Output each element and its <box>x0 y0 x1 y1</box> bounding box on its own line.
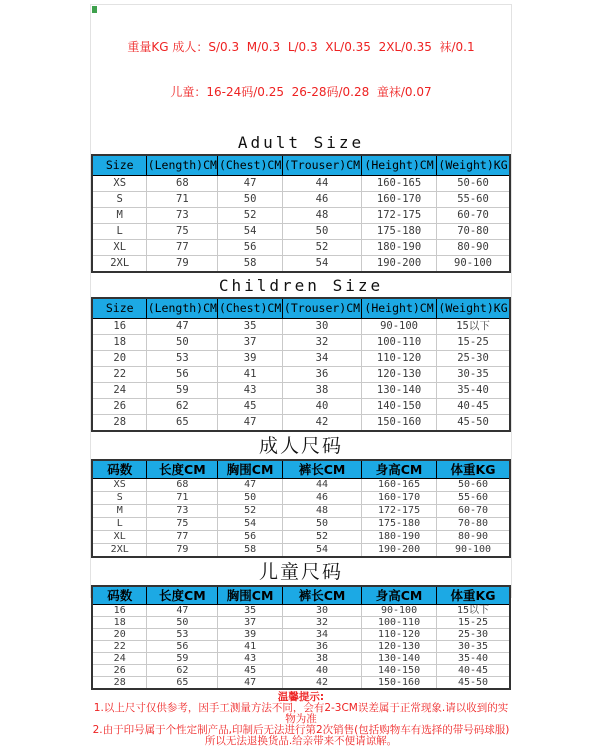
table-cell: 59 <box>147 653 218 665</box>
table-cell: 56 <box>218 531 283 544</box>
table-cell: 120-130 <box>362 367 437 383</box>
table-cell: 62 <box>147 399 218 415</box>
table-cell: 52 <box>282 240 361 256</box>
table-cell: 56 <box>218 240 283 256</box>
table-cell: 80-90 <box>437 531 510 544</box>
table-cell: 47 <box>218 479 283 492</box>
table-cell: 30-35 <box>437 367 510 383</box>
table-cell: 75 <box>147 224 218 240</box>
column-header: 胸围CM <box>218 460 283 479</box>
footer-line1: 1.以上尺寸仅供参考，因手工测量方法不同，会有2-3CM误差属于正常现象.请以收到的实物为准 <box>93 702 509 725</box>
table-cell: 53 <box>147 351 218 367</box>
table-cell: 54 <box>282 544 361 558</box>
table-cell: 54 <box>218 224 283 240</box>
table-cell: 45 <box>218 665 283 677</box>
table-cell: 32 <box>282 617 361 629</box>
table-row <box>92 605 510 617</box>
table-cell: 15-25 <box>437 335 510 351</box>
table-cell: L <box>92 518 147 531</box>
table-cell: 39 <box>218 629 283 641</box>
table-row <box>92 192 510 208</box>
table-cell: 43 <box>218 653 283 665</box>
table-cell: 41 <box>218 367 283 383</box>
table-cell: 77 <box>147 531 218 544</box>
table-cell: 20 <box>92 351 147 367</box>
table-cell: 52 <box>218 505 283 518</box>
table-cell: 190-200 <box>362 544 437 558</box>
table-cell: 190-200 <box>362 256 437 273</box>
table-cell: 68 <box>147 479 218 492</box>
table-cell: 73 <box>147 208 218 224</box>
table-cell: 65 <box>147 415 218 432</box>
adult-size-section-en <box>91 134 511 273</box>
table-cell: 43 <box>218 383 283 399</box>
table-cell: XS <box>92 176 147 192</box>
table-cell: 80-90 <box>437 240 510 256</box>
table-cell: 71 <box>147 192 218 208</box>
table-row <box>92 665 510 677</box>
table-cell: 39 <box>218 351 283 367</box>
table-cell: 70-80 <box>437 518 510 531</box>
table-cell: 130-140 <box>362 383 437 399</box>
table-cell: 60-70 <box>437 505 510 518</box>
table-cell: 40-45 <box>437 399 510 415</box>
table-row <box>92 399 510 415</box>
column-header: Size <box>92 298 147 319</box>
table-cell: 47 <box>147 605 218 617</box>
table-cell: 46 <box>282 192 361 208</box>
table-cell: 60-70 <box>437 208 510 224</box>
table-cell: 50-60 <box>437 176 510 192</box>
table-cell: 50 <box>147 617 218 629</box>
table-cell: 58 <box>218 544 283 558</box>
table-cell: 37 <box>218 617 283 629</box>
table-cell: 30 <box>282 319 361 335</box>
table-row <box>92 256 510 273</box>
green-corner-mark <box>92 6 97 13</box>
adult-size-section-cn <box>91 436 511 558</box>
header-row <box>92 155 510 176</box>
table-cell: 172-175 <box>362 208 437 224</box>
table-cell: 68 <box>147 176 218 192</box>
table-cell: 24 <box>92 383 147 399</box>
table-cell: 26 <box>92 665 147 677</box>
table-row <box>92 544 510 558</box>
table-cell: 160-165 <box>362 479 437 492</box>
table-cell: 50-60 <box>437 479 510 492</box>
table-cell: 100-110 <box>362 617 437 629</box>
children-size-table-en <box>91 297 511 432</box>
table-cell: 30 <box>282 605 361 617</box>
column-header: (Trouser)CM <box>282 298 361 319</box>
table-cell: 35 <box>218 605 283 617</box>
table-cell: 50 <box>218 192 283 208</box>
table-cell: 22 <box>92 367 147 383</box>
table-cell: S <box>92 492 147 505</box>
table-cell: M <box>92 505 147 518</box>
table-cell: 120-130 <box>362 641 437 653</box>
table-cell: M <box>92 208 147 224</box>
table-cell: XS <box>92 479 147 492</box>
table-cell: 180-190 <box>362 240 437 256</box>
table-cell: 90-100 <box>362 605 437 617</box>
table-row <box>92 492 510 505</box>
table-row <box>92 319 510 335</box>
table-cell: 56 <box>147 641 218 653</box>
table-cell: 70-80 <box>437 224 510 240</box>
table-cell: 150-160 <box>362 415 437 432</box>
table-cell: 79 <box>147 544 218 558</box>
table-cell: 140-150 <box>362 665 437 677</box>
table-cell: 22 <box>92 641 147 653</box>
table-row <box>92 176 510 192</box>
table-cell: 55-60 <box>437 192 510 208</box>
table-row <box>92 641 510 653</box>
table-cell: 110-120 <box>362 351 437 367</box>
adult-size-title-cn: 成人尺码 <box>258 435 343 457</box>
table-cell: 18 <box>92 335 147 351</box>
adult-size-title-en: Adult Size <box>237 133 365 152</box>
table-cell: 100-110 <box>362 335 437 351</box>
column-header: 长度CM <box>147 586 218 605</box>
table-cell: 36 <box>282 367 361 383</box>
table-row <box>92 505 510 518</box>
table-cell: 73 <box>147 505 218 518</box>
table-cell: 140-150 <box>362 399 437 415</box>
table-cell: 90-100 <box>437 256 510 273</box>
table-cell: 175-180 <box>362 518 437 531</box>
table-cell: 180-190 <box>362 531 437 544</box>
table-cell: 110-120 <box>362 629 437 641</box>
table-cell: 59 <box>147 383 218 399</box>
table-cell: 25-30 <box>437 629 510 641</box>
table-cell: 18 <box>92 617 147 629</box>
table-cell: 36 <box>282 641 361 653</box>
weight-note-line1: 重量KG 成人：S/0.3 M/0.3 L/0.3 XL/0.35 2XL/0.35 袜/0.1 <box>127 40 475 54</box>
table-cell: 38 <box>282 383 361 399</box>
table-cell: 28 <box>92 677 147 690</box>
table-cell: 50 <box>282 518 361 531</box>
table-cell: 45-50 <box>437 415 510 432</box>
column-header: (Trouser)CM <box>282 155 361 176</box>
table-cell: 47 <box>218 415 283 432</box>
table-cell: 48 <box>282 208 361 224</box>
table-row <box>92 531 510 544</box>
table-cell: 24 <box>92 653 147 665</box>
column-header: 裤长CM <box>282 460 361 479</box>
header-row <box>92 586 510 605</box>
column-header: 体重KG <box>437 586 510 605</box>
table-cell: XL <box>92 240 147 256</box>
weight-note <box>91 5 511 130</box>
table-cell: 16 <box>92 319 147 335</box>
table-cell: 40 <box>282 665 361 677</box>
table-cell: 47 <box>218 677 283 690</box>
table-row <box>92 629 510 641</box>
table-cell: 20 <box>92 629 147 641</box>
table-row <box>92 415 510 432</box>
table-cell: 34 <box>282 351 361 367</box>
table-cell: 34 <box>282 629 361 641</box>
column-header: (Length)CM <box>147 298 218 319</box>
table-cell: 32 <box>282 335 361 351</box>
table-cell: 160-170 <box>362 492 437 505</box>
table-cell: 25-30 <box>437 351 510 367</box>
column-header: (Weight)KG <box>437 298 510 319</box>
table-cell: 47 <box>218 176 283 192</box>
table-row <box>92 208 510 224</box>
table-cell: S <box>92 192 147 208</box>
table-cell: 38 <box>282 653 361 665</box>
table-cell: 52 <box>218 208 283 224</box>
table-cell: 45 <box>218 399 283 415</box>
footer-line2: 2.由于印号属于个性定制产品,印制后无法进行第2次销售(包括购物车有选择的带号码球服) 所以无法退换货品.给亲带来不便请谅解。 <box>92 724 510 747</box>
header-row <box>92 298 510 319</box>
table-row <box>92 383 510 399</box>
table-cell: 15以下 <box>437 605 510 617</box>
table-row <box>92 335 510 351</box>
column-header: (Length)CM <box>147 155 218 176</box>
table-row <box>92 240 510 256</box>
table-cell: 44 <box>282 479 361 492</box>
table-row <box>92 351 510 367</box>
table-cell: 50 <box>218 492 283 505</box>
column-header: Size <box>92 155 147 176</box>
table-cell: 40-45 <box>437 665 510 677</box>
column-header: 身高CM <box>362 460 437 479</box>
table-cell: 2XL <box>92 544 147 558</box>
table-cell: 26 <box>92 399 147 415</box>
table-cell: 50 <box>282 224 361 240</box>
table-cell: 56 <box>147 367 218 383</box>
table-cell: 28 <box>92 415 147 432</box>
table-cell: 172-175 <box>362 505 437 518</box>
weight-note-line2: 儿童：16-24码/0.25 26-28码/0.28 童袜/0.07 <box>170 85 432 99</box>
table-cell: L <box>92 224 147 240</box>
table-row <box>92 617 510 629</box>
table-row <box>92 518 510 531</box>
table-row <box>92 653 510 665</box>
table-cell: 15以下 <box>437 319 510 335</box>
table-cell: 77 <box>147 240 218 256</box>
table-cell: 30-35 <box>437 641 510 653</box>
column-header: (Chest)CM <box>218 155 283 176</box>
footer-title: 温馨提示: <box>277 691 325 703</box>
table-cell: 54 <box>218 518 283 531</box>
adult-size-table-cn <box>91 459 511 558</box>
table-cell: 42 <box>282 677 361 690</box>
table-cell: 46 <box>282 492 361 505</box>
column-header: 码数 <box>92 586 147 605</box>
size-chart-image <box>90 4 512 747</box>
children-size-title-cn: 儿童尺码 <box>258 561 343 583</box>
children-size-section-en <box>91 277 511 432</box>
table-cell: 79 <box>147 256 218 273</box>
column-header: (Weight)KG <box>437 155 510 176</box>
footer-note <box>91 692 511 747</box>
table-cell: 35-40 <box>437 653 510 665</box>
header-row <box>92 460 510 479</box>
children-size-table-cn <box>91 585 511 690</box>
column-header: (Height)CM <box>362 298 437 319</box>
table-cell: 54 <box>282 256 361 273</box>
table-cell: 40 <box>282 399 361 415</box>
table-row <box>92 479 510 492</box>
table-cell: 52 <box>282 531 361 544</box>
table-cell: 58 <box>218 256 283 273</box>
table-row <box>92 224 510 240</box>
column-header: 胸围CM <box>218 586 283 605</box>
column-header: 码数 <box>92 460 147 479</box>
column-header: 长度CM <box>147 460 218 479</box>
table-cell: 16 <box>92 605 147 617</box>
table-cell: 90-100 <box>437 544 510 558</box>
table-cell: 53 <box>147 629 218 641</box>
table-row <box>92 677 510 690</box>
column-header: 体重KG <box>437 460 510 479</box>
table-cell: 2XL <box>92 256 147 273</box>
table-cell: 44 <box>282 176 361 192</box>
table-cell: 50 <box>147 335 218 351</box>
table-cell: 62 <box>147 665 218 677</box>
children-size-section-cn <box>91 562 511 690</box>
table-cell: 37 <box>218 335 283 351</box>
column-header: (Height)CM <box>362 155 437 176</box>
table-cell: 41 <box>218 641 283 653</box>
table-cell: 42 <box>282 415 361 432</box>
table-cell: 47 <box>147 319 218 335</box>
column-header: (Chest)CM <box>218 298 283 319</box>
table-cell: XL <box>92 531 147 544</box>
table-cell: 15-25 <box>437 617 510 629</box>
column-header: 裤长CM <box>282 586 361 605</box>
table-cell: 175-180 <box>362 224 437 240</box>
table-cell: 130-140 <box>362 653 437 665</box>
table-cell: 160-165 <box>362 176 437 192</box>
table-cell: 150-160 <box>362 677 437 690</box>
table-cell: 71 <box>147 492 218 505</box>
table-cell: 75 <box>147 518 218 531</box>
table-cell: 35 <box>218 319 283 335</box>
table-cell: 35-40 <box>437 383 510 399</box>
adult-size-table-en <box>91 154 511 273</box>
table-cell: 55-60 <box>437 492 510 505</box>
table-cell: 48 <box>282 505 361 518</box>
table-cell: 90-100 <box>362 319 437 335</box>
table-cell: 160-170 <box>362 192 437 208</box>
table-row <box>92 367 510 383</box>
children-size-title-en: Children Size <box>218 276 384 295</box>
table-cell: 45-50 <box>437 677 510 690</box>
table-cell: 65 <box>147 677 218 690</box>
column-header: 身高CM <box>362 586 437 605</box>
